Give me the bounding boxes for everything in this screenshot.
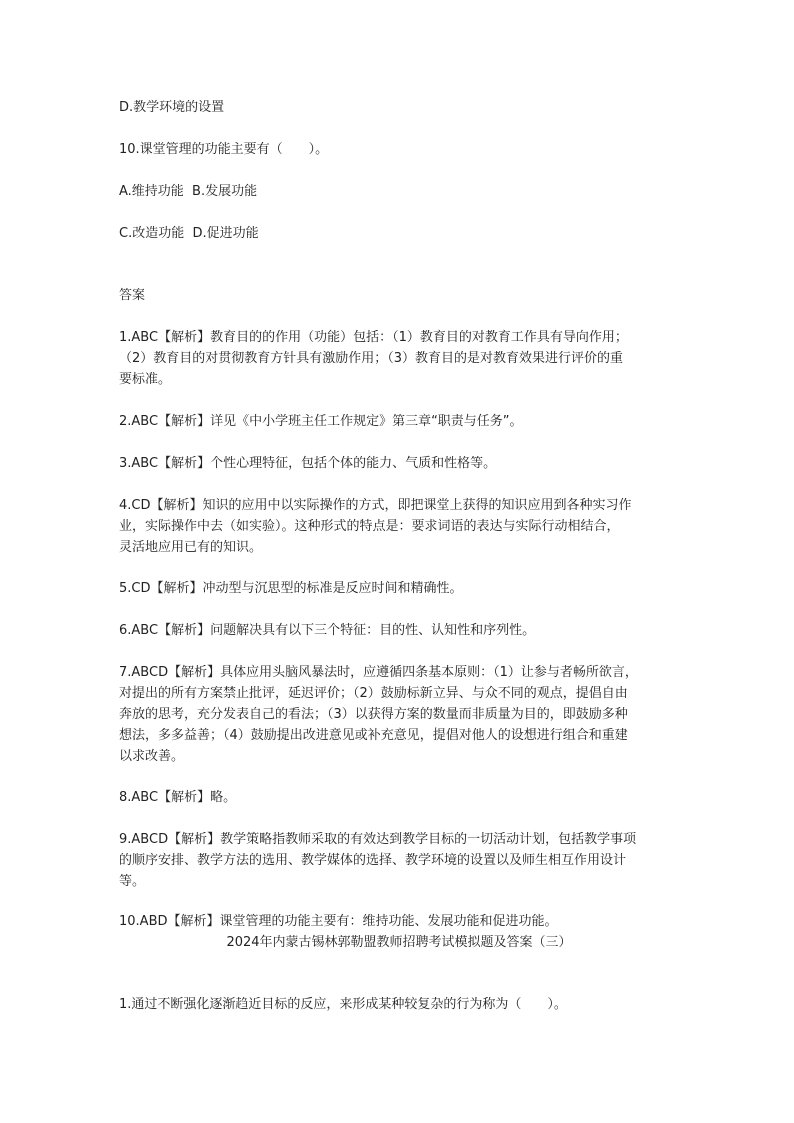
question-9-option-d: D.教学环境的设置: [119, 100, 225, 115]
answer-8: 8.ABC【解析】略。: [119, 790, 237, 805]
question-10-options-cd: C.改造功能 D.促进功能: [119, 226, 259, 241]
answer-7-line-4: 想法，多多益善；（4）鼓励提出改进意见或补充意见，提倡对他人的设想进行组合和重建: [119, 728, 628, 743]
next-question-1-stem: 1.通过不断强化逐渐趋近目标的反应，来形成某种较复杂的行为称为（ ）。: [119, 997, 567, 1012]
answers-heading: 答案: [119, 288, 146, 303]
answer-1-line-2: （2）教育目的对贯彻教育方针具有激励作用；（3）教育目的是对教育效果进行评价的重: [119, 351, 624, 366]
answer-9-line-2: 的顺序安排、教学方法的选用、教学媒体的选择、教学环境的设置以及师生相互作用设计: [119, 853, 627, 868]
answer-7-line-3: 奔放的思考，充分发表自己的看法；（3）以获得方案的数量而非质量为目的，即鼓励多种: [119, 707, 628, 722]
answer-7-line-1: 7.ABCD【解析】具体应用头脑风暴法时，应遵循四条基本原则：（1）让参与者畅所欲言，: [119, 665, 638, 680]
answer-4-line-1: 4.CD【解析】知识的应用中以实际操作的方式，即把课堂上获得的知识应用到各种实习作: [119, 498, 632, 513]
answer-10: 10.ABD【解析】课堂管理的功能主要有：维持功能、发展功能和促进功能。: [119, 914, 558, 929]
answer-6: 6.ABC【解析】问题解决具有以下三个特征：目的性、认知性和序列性。: [119, 623, 536, 638]
question-10-stem: 10.课堂管理的功能主要有（ ）。: [119, 142, 329, 157]
answer-2: 2.ABC【解析】详见《中小学班主任工作规定》第三章“职责与任务”。: [119, 414, 523, 429]
section-title: 2024年内蒙古锡林郭勒盟教师招聘考试模拟题及答案（三）: [226, 935, 572, 950]
answer-9-line-3: 等。: [119, 874, 146, 889]
answer-3: 3.ABC【解析】个性心理特征，包括个体的能力、气质和性格等。: [119, 456, 497, 471]
question-10-options-ab: A.维持功能 B.发展功能: [119, 184, 258, 199]
answer-1-line-1: 1.ABC【解析】教育目的的作用（功能）包括：（1）教育目的对教育工作具有导向作用；: [119, 330, 628, 345]
answer-1-line-3: 要标准。: [119, 372, 172, 387]
answer-4-line-3: 灵活地应用已有的知识。: [119, 540, 263, 555]
answer-5: 5.CD【解析】冲动型与沉思型的标准是反应时间和精确性。: [119, 581, 463, 596]
answer-4-line-2: 业，实际操作中去（如实验）。这种形式的特点是：要求词语的表达与实际行动相结合，: [119, 519, 620, 534]
answer-7-line-5: 以求改善。: [119, 749, 185, 764]
answer-9-line-1: 9.ABCD【解析】教学策略指教师采取的有效达到教学目标的一切活动计划，包括教学事项: [119, 832, 637, 847]
answer-7-line-2: 对提出的所有方案禁止批评，延迟评价；（2）鼓励标新立异、与众不同的观点，提倡自由: [119, 686, 628, 701]
